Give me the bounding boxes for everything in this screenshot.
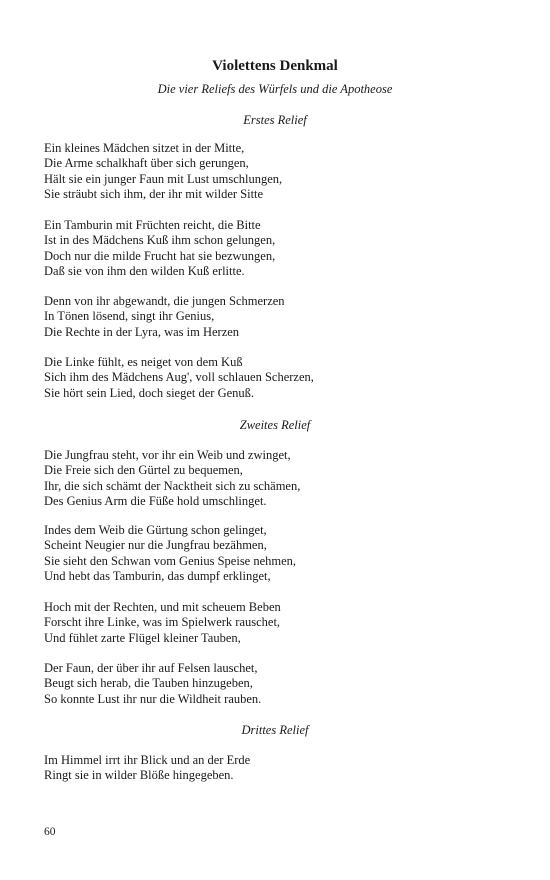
stanza (44, 753, 524, 784)
verse-line: Daß sie von ihm den wilden Kuß erlitte. (44, 264, 245, 279)
verse-line: In Tönen lösend, singt ihr Genius, (44, 309, 215, 324)
verse-line: Im Himmel irrt ihr Blick und an der Erde (44, 753, 251, 767)
stanza (44, 355, 524, 401)
verse-line: Hält sie ein junger Faun mit Lust umschlungen, (44, 171, 283, 186)
section-heading-zweites-relief: Zweites Relief (239, 418, 311, 432)
verse-line: Denn von ihr abgewandt, die jungen Schmerzen (44, 294, 285, 308)
page-number: 60 (44, 826, 56, 838)
verse-line: Sie hört sein Lied, doch sieget der Genuß. (44, 385, 255, 400)
verse-line: Sie sträubt sich ihm, der ihr mit wilder Sitte (44, 187, 264, 202)
stanza (44, 294, 524, 340)
verse-line: So konnte Lust ihr nur die Wildheit rauben. (44, 691, 262, 706)
stanza (44, 218, 524, 280)
verse-line: Ein Tamburin mit Früchten reicht, die Bitte (44, 218, 261, 232)
verse-line: Ringt sie in wilder Blöße hingegeben. (44, 768, 234, 783)
verse-line: Sich ihm des Mädchens Aug', voll schlauen Scherzen, (44, 370, 314, 385)
verse-line: Die Freie sich den Gürtel zu bequemen, (44, 463, 243, 478)
poem-subtitle: Die vier Reliefs des Würfels und die Apotheose (157, 82, 393, 96)
section-heading-erstes-relief: Erstes Relief (243, 113, 307, 127)
verse-line: Und hebt das Tamburin, das dumpf erklinget, (44, 569, 271, 584)
verse-line: Der Faun, der über ihr auf Felsen lauschet, (44, 661, 258, 675)
verse-line: Forscht ihre Linke, was im Spielwerk rauschet, (44, 615, 281, 630)
stanza (44, 600, 524, 646)
verse-line: Scheint Neugier nur die Jungfrau bezähmen, (44, 538, 267, 553)
verse-line: Ist in des Mädchens Kuß ihm schon gelungen, (44, 233, 276, 248)
verse-line: Sie sieht den Schwan vom Genius Speise nehmen, (44, 553, 297, 568)
stanza (44, 523, 524, 585)
verse-line: Die Rechte in der Lyra, was im Herzen (44, 324, 240, 339)
stanza (44, 661, 524, 707)
verse-line: Hoch mit der Rechten, und mit scheuem Beben (44, 600, 281, 614)
verse-line: Doch nur die milde Frucht hat sie bezwungen, (44, 248, 276, 263)
verse-line: Die Arme schalkhaft über sich gerungen, (44, 156, 249, 171)
verse-line: Und fühlet zarte Flügel kleiner Tauben, (44, 630, 241, 645)
verse-line: Die Linke fühlt, es neiget von dem Kuß (44, 355, 243, 369)
stanza (44, 448, 524, 510)
verse-line: Indes dem Weib die Gürtung schon gelinget, (44, 523, 267, 537)
verse-line: Des Genius Arm die Füße hold umschlinget. (44, 494, 267, 509)
stanza (44, 141, 524, 203)
poem-title: Violettens Denkmal (212, 58, 338, 74)
verse-line: Ihr, die sich schämt der Nacktheit sich zu schämen, (44, 478, 301, 493)
verse-line: Die Jungfrau steht, vor ihr ein Weib und zwinget, (44, 448, 291, 462)
verse-line: Ein kleines Mädchen sitzet in der Mitte, (44, 141, 245, 155)
verse-line: Beugt sich herab, die Tauben hinzugeben, (44, 676, 253, 691)
section-heading-drittes-relief: Drittes Relief (241, 723, 309, 737)
